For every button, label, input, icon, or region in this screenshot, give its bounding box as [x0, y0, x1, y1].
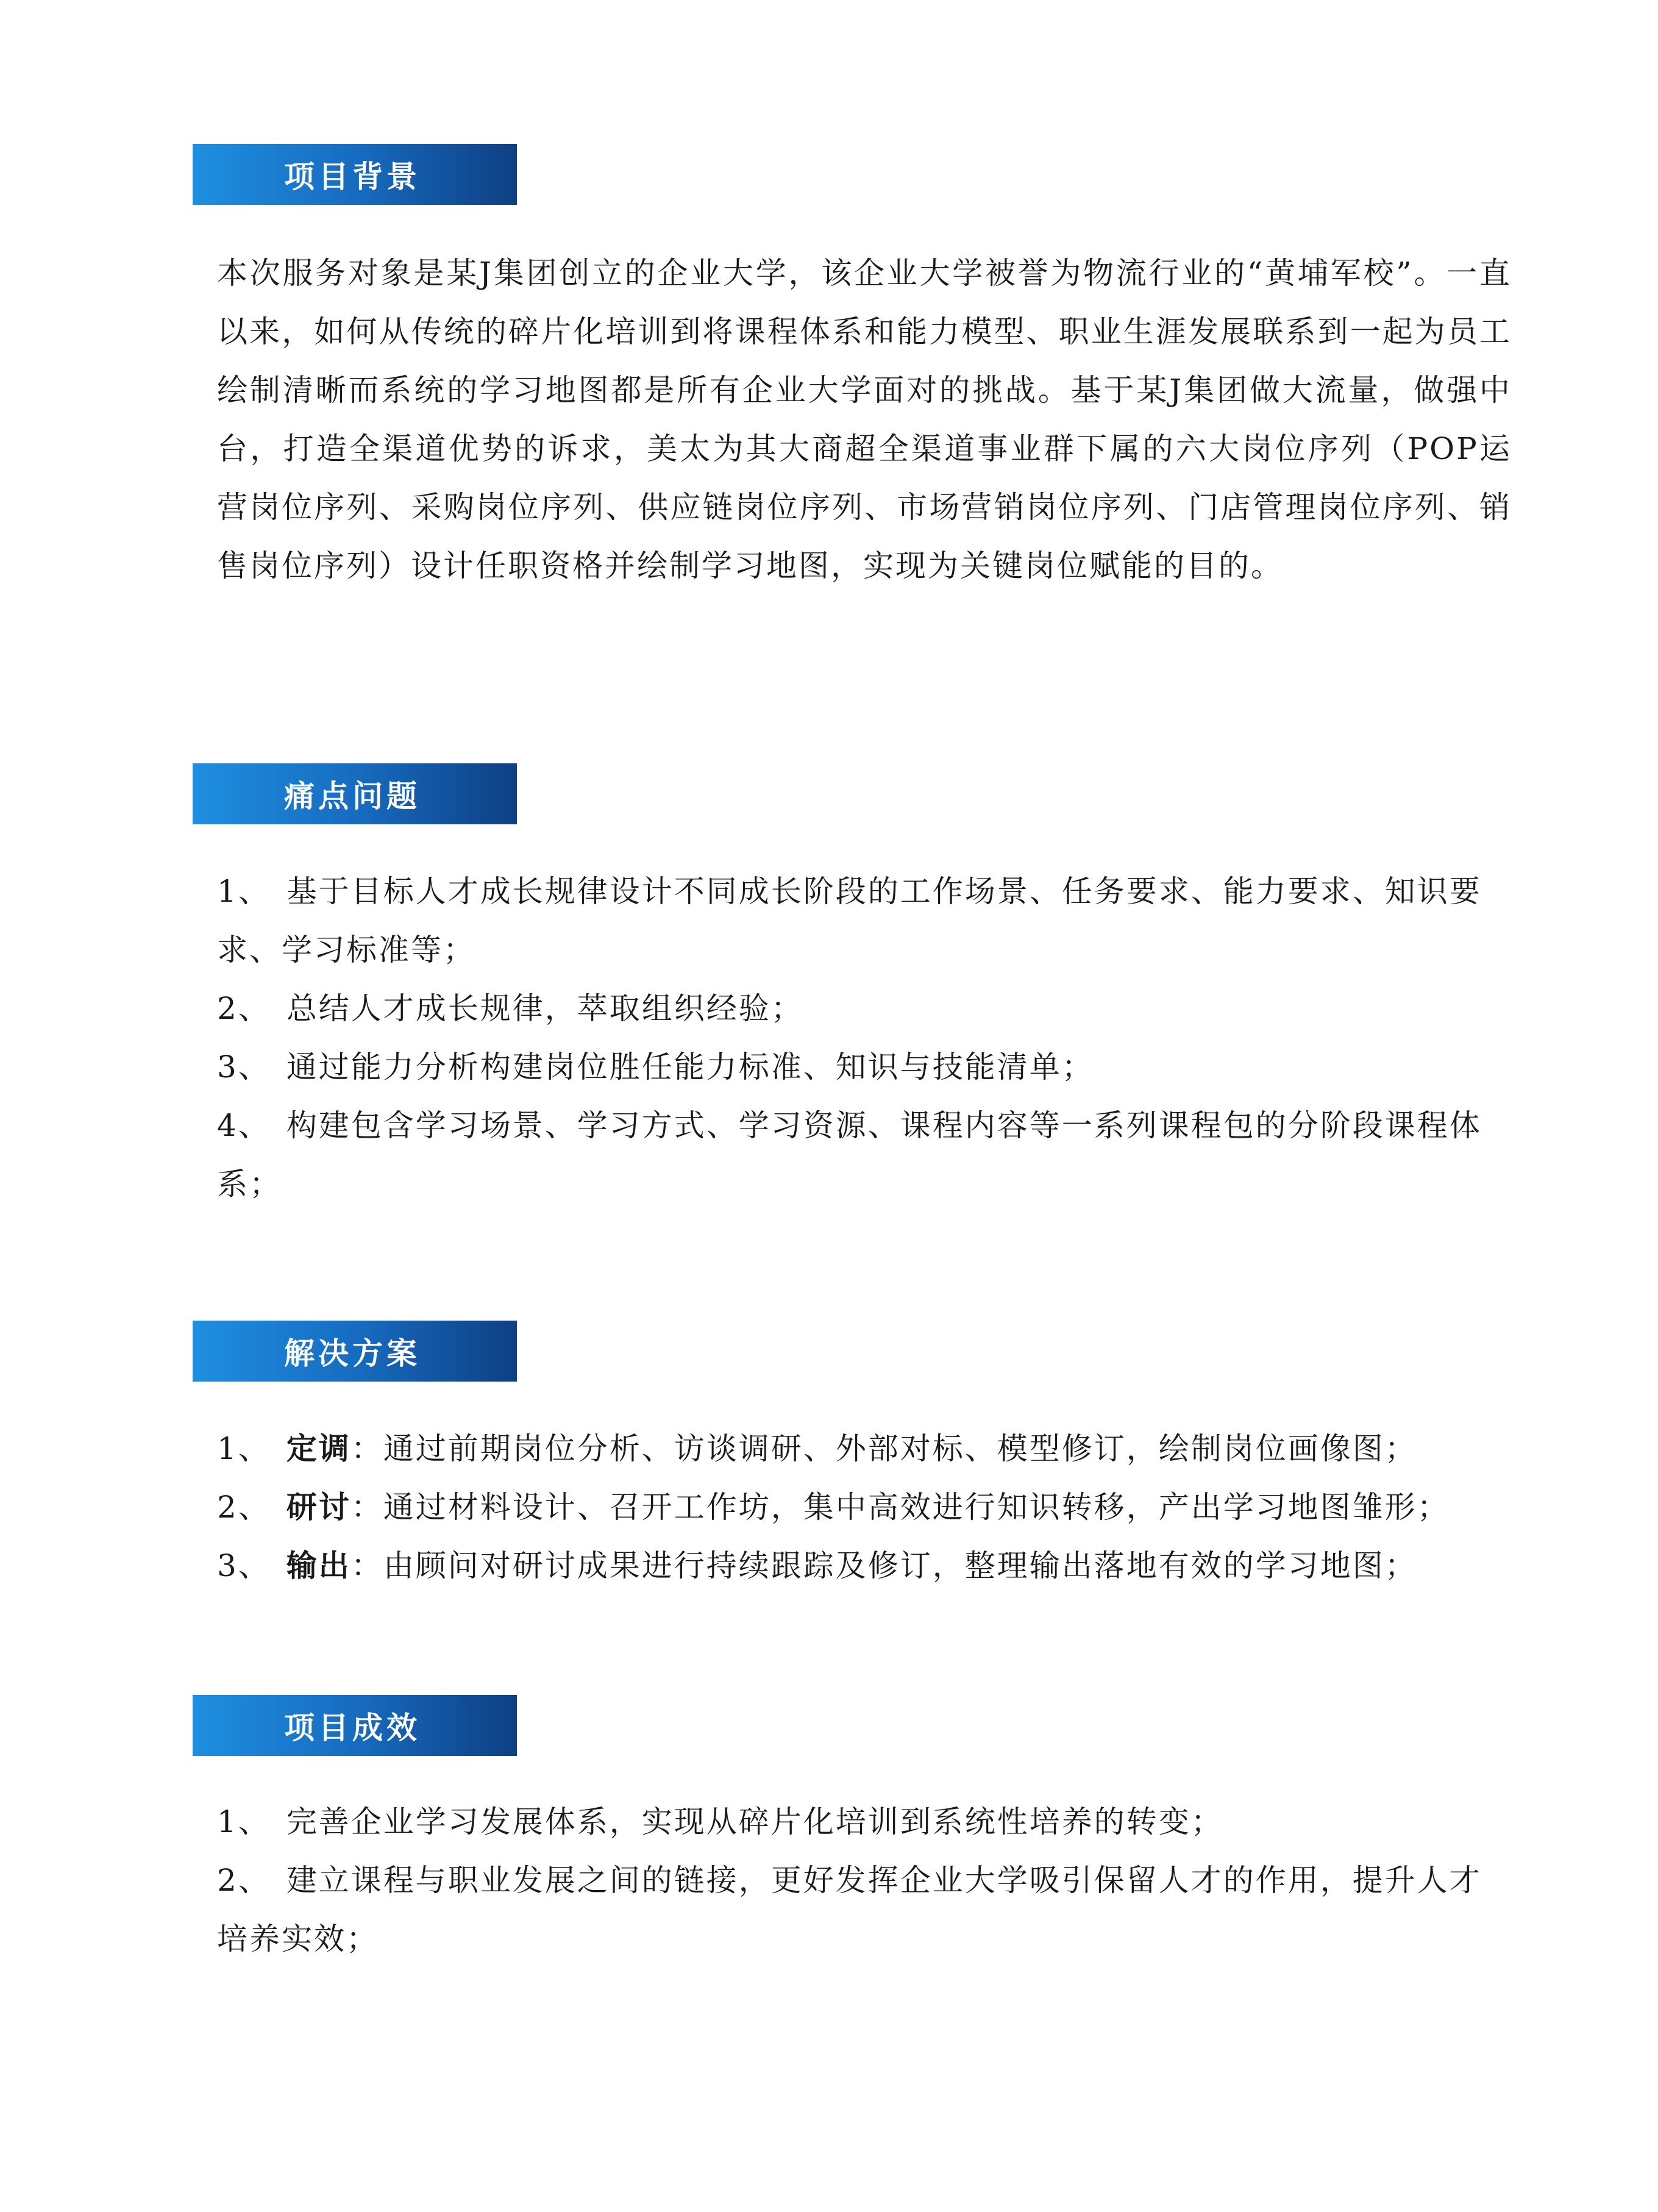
- background-paragraph: 本次服务对象是某J集团创立的企业大学，该企业大学被誉为物流行业的“黄埔军校”。一直以来，如何从传统的碎片化培训到将课程体系和能力模型、职业生涯发展联系到一起为员工绘制清晰而系统的学习地图都是所有企业大学面对的挑战。基于某J集团做大流量，做强中台，打造全渠道优势的诉求，美太为其大商超全渠道事业群下属的六大岗位序列（POP运营岗位序列、采购岗位序列、供应链岗位序列、市场营销岗位序列、门店管理岗位序列、销售岗位序列）设计任职资格并绘制学习地图，实现为关键岗位赋能的目的。: [217, 255, 1512, 583]
- list-term: 输出: [286, 1547, 351, 1583]
- list-item: [217, 1038, 1512, 1096]
- list-number: 2、: [217, 1490, 271, 1525]
- list-term: 定调: [286, 1430, 351, 1466]
- section-header-solution: [193, 1321, 517, 1382]
- list-item: [217, 1793, 1512, 1851]
- list-number: 1、: [217, 874, 271, 909]
- list-text: 基于目标人才成长规律设计不同成长阶段的工作场景、任务要求、能力要求、知识要求、学习标准等；: [217, 874, 1482, 968]
- list-item: [217, 1478, 1512, 1536]
- list-text: 总结人才成长规律，萃取组织经验；: [286, 991, 803, 1026]
- list-separator: ：: [350, 1548, 383, 1583]
- list-number: 2、: [217, 991, 271, 1026]
- list-item: [217, 1419, 1512, 1478]
- list-item: [217, 862, 1512, 979]
- list-number: 1、: [217, 1431, 271, 1466]
- pain-points-list: [217, 862, 1512, 1213]
- list-text: 通过材料设计、召开工作坊，集中高效进行知识转移，产出学习地图雏形；: [383, 1490, 1450, 1525]
- results-list: [217, 1793, 1512, 1968]
- list-item: [217, 979, 1512, 1038]
- solution-list: [217, 1419, 1512, 1595]
- list-number: 4、: [217, 1108, 271, 1143]
- list-number: 1、: [217, 1804, 271, 1839]
- section-title: 项目成效: [284, 1710, 421, 1746]
- section-title: 项目背景: [284, 159, 421, 194]
- list-number: 3、: [217, 1049, 271, 1085]
- list-separator: ：: [350, 1431, 383, 1466]
- list-item: [217, 1096, 1512, 1213]
- list-text: 通过能力分析构建岗位胜任能力标准、知识与技能清单；: [286, 1049, 1094, 1085]
- list-separator: ：: [350, 1490, 383, 1525]
- section-header-pain-points: [193, 763, 517, 824]
- section-title: 解决方案: [284, 1336, 421, 1371]
- list-text: 构建包含学习场景、学习方式、学习资源、课程内容等一系列课程包的分阶段课程体系；: [217, 1108, 1482, 1202]
- list-text: 建立课程与职业发展之间的链接，更好发挥企业大学吸引保留人才的作用，提升人才培养实效；: [217, 1863, 1482, 1957]
- list-text: 由顾问对研讨成果进行持续跟踪及修订，整理输出落地有效的学习地图；: [383, 1548, 1417, 1583]
- section-title: 痛点问题: [284, 779, 421, 814]
- list-text: 完善企业学习发展体系，实现从碎片化培训到系统性培养的转变；: [286, 1804, 1223, 1839]
- list-term: 研讨: [286, 1489, 351, 1525]
- section-header-results: [193, 1695, 517, 1756]
- list-item: [217, 1851, 1512, 1968]
- section-header-background: [193, 144, 517, 205]
- list-number: 3、: [217, 1548, 271, 1583]
- list-number: 2、: [217, 1863, 271, 1898]
- list-text: 通过前期岗位分析、访谈调研、外部对标、模型修订，绘制岗位画像图；: [383, 1431, 1417, 1466]
- list-item: [217, 1536, 1512, 1595]
